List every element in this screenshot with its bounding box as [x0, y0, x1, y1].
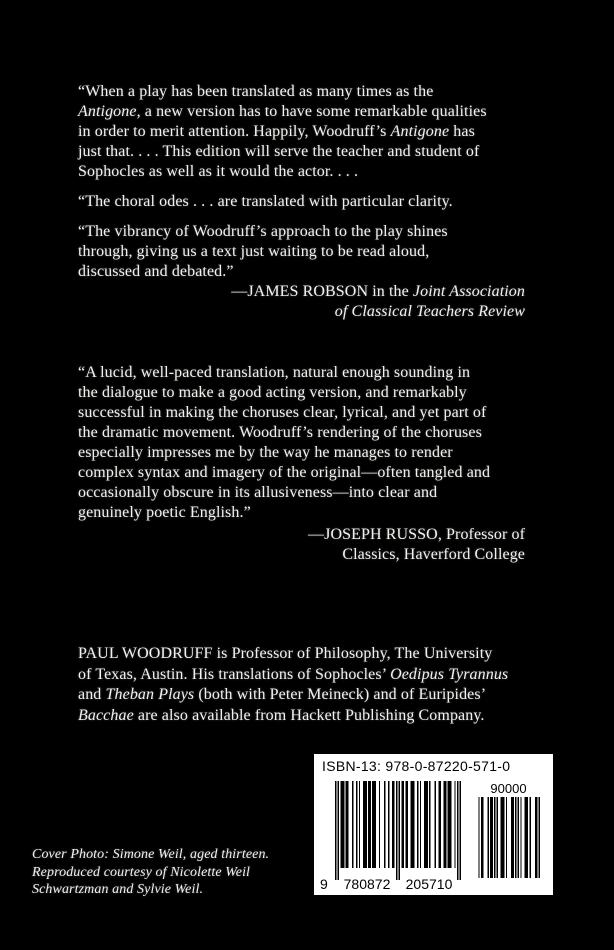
- text-line: Schwartzman and Sylvie Weil.: [32, 882, 204, 897]
- ean13-digit-group-left: 780872: [343, 876, 391, 892]
- text-line: just that. . . . This edition will serve the teacher and student of: [78, 143, 480, 160]
- text-line: “When a play has been translated as many times as the: [78, 83, 434, 100]
- text-line: “The vibrancy of Woodruff’s approach to the play shines: [78, 223, 448, 240]
- review-quote-3: [78, 222, 556, 282]
- text-line: through, giving us a text just waiting to be read aloud,: [78, 243, 430, 260]
- text-line: Bacchae are also available from Hackett Publishing Company.: [78, 706, 485, 724]
- text-line: and Theban Plays (both with Peter Meineck) and of Euripides’: [78, 686, 487, 703]
- isbn-label: ISBN-13: 978-0-87220-571-0: [322, 758, 511, 774]
- review-quote-4-attribution: [78, 525, 525, 565]
- author-bio: [78, 644, 568, 726]
- ean13-digit-prefix: 9: [320, 876, 328, 892]
- text-line: —JAMES ROBSON in the Joint Association: [231, 283, 525, 300]
- text-line: Classics, Haverford College: [342, 546, 525, 563]
- review-quote-3-attribution: [78, 282, 525, 322]
- text-line: Reproduced courtesy of Nicolette Weil: [32, 864, 251, 880]
- ean5-supplement-barcode: [477, 797, 540, 878]
- text-line: of Classical Teachers Review: [334, 303, 525, 320]
- text-line: discussed and debated.”: [78, 263, 234, 280]
- text-line: successful in making the choruses clear, lyrical, and yet part of: [78, 404, 487, 421]
- text-line: Cover Photo: Simone Weil, aged thirteen.: [32, 847, 270, 862]
- text-line: the dialogue to make a good acting version, and remarkably: [78, 384, 467, 401]
- text-line: of Texas, Austin. His translations of Sophocles’ Oedipus Tyrannus: [78, 665, 509, 683]
- text-line: especially impresses me by the way he manages to render: [78, 444, 453, 461]
- text-line: in order to merit attention. Happily, Woodruff’s Antigone has: [78, 123, 475, 140]
- text-line: Antigone, a new version has to have some remarkable qualities: [78, 103, 487, 120]
- cover-photo-credit: [32, 846, 312, 899]
- review-quote-2: [78, 192, 556, 212]
- text-line: occasionally obscure in its allusiveness—into clear and: [78, 484, 438, 501]
- review-quote-4: [78, 363, 556, 523]
- text-line: Sophocles as well as it would the actor. . . .: [78, 163, 359, 180]
- text-line: “The choral odes . . . are translated with particular clarity.: [78, 193, 453, 210]
- isbn-barcode-panel: [314, 754, 553, 895]
- text-line: genuinely poetic English.”: [78, 504, 251, 521]
- review-quote-1: [78, 82, 556, 182]
- text-line: “A lucid, well-paced translation, natural enough sounding in: [78, 364, 471, 381]
- text-line: —JOSEPH RUSSO, Professor of: [308, 526, 525, 543]
- text-line: complex syntax and imagery of the original—often tangled and: [78, 464, 491, 481]
- barcode-supplement-value: 90000: [490, 781, 527, 796]
- text-line: PAUL WOODRUFF is Professor of Philosophy, The University: [78, 645, 493, 662]
- text-line: the dramatic movement. Woodruff’s rendering of the choruses: [78, 424, 482, 441]
- ean13-barcode: [335, 781, 461, 880]
- ean13-digit-group-right: 205710: [405, 876, 453, 892]
